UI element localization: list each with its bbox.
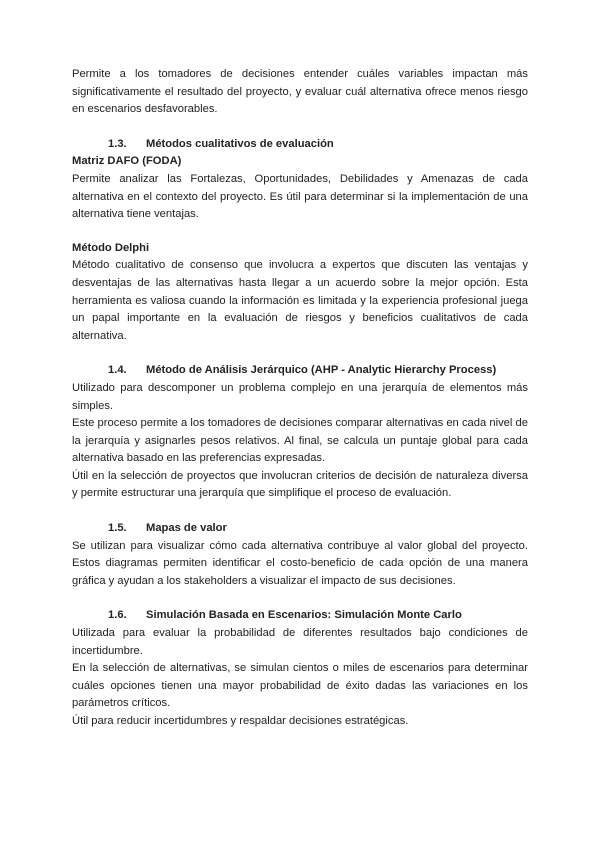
section-number: 1.6. [108, 609, 127, 622]
section-title: Simulación Basada en Escenarios: Simulación Monte Carlo [146, 609, 462, 622]
section-1-3-heading [72, 136, 528, 154]
section-1-5-heading [72, 520, 528, 538]
section-title: Método de Análisis Jerárquico (AHP - Analytic Hierarchy Process) [146, 364, 497, 377]
section-1-6-heading [72, 607, 528, 625]
ahp-paragraph-3: Útil en la selección de proyectos que involucran criterios de decisión de naturaleza diversa y permite estructurar una jerarquía que simplifique el proceso de evaluación. [72, 469, 528, 500]
section-title: Mapas de valor [146, 522, 227, 535]
monte-carlo-paragraph-1: Utilizada para evaluar la probabilidad de diferentes resultados bajo condiciones de incertidumbre. [72, 627, 528, 657]
section-number: 1.3. [108, 137, 127, 150]
monte-carlo-paragraph-2: En la selección de alternativas, se simulan cientos o miles de escenarios para determinar cuáles opciones tienen una mayor probabilidad de éxito dadas las variaciones en los parámetros críticos. [72, 662, 528, 710]
section-1-4-heading [72, 362, 528, 380]
delphi-paragraph: Método cualitativo de consenso que involucra a expertos que discuten las ventajas y desventajas de las alternativas hasta llegar a un acuerdo sobre la mejor opción. Esta herramienta es valiosa cuando la información es limitada y la experiencia profesional juega un papal importante en la evaluación de riesgos y beneficios cualitativos de cada alternativa. [72, 259, 528, 342]
dafo-title: Matriz DAFO (FODA) [72, 155, 182, 168]
section-title: Métodos cualitativos de evaluación [146, 137, 334, 150]
section-number: 1.4. [108, 364, 127, 377]
section-number: 1.5. [108, 522, 127, 535]
ahp-paragraph-1: Utilizado para descomponer un problema complejo en una jerarquía de elementos más simples. [72, 381, 528, 412]
dafo-paragraph: Permite analizar las Fortalezas, Oportunidades, Debilidades y Amenazas de cada alternativa en el contexto del proyecto. Es útil para determinar si la implementación de una alternativa tiene ventajas. [72, 172, 528, 221]
monte-carlo-paragraph-3: Útil para reducir incertidumbres y respaldar decisiones estratégicas. [72, 715, 409, 727]
delphi-title: Método Delphi [72, 241, 150, 254]
value-maps-paragraph: Se utilizan para visualizar cómo cada alternativa contribuye al valor global del proyecto. Estos diagramas permiten identificar el costo-beneficio de cada opción de una manera gráfica y ayudan a los stakeholders a visualizar el impacto de sus decisiones. [72, 539, 528, 587]
ahp-paragraph-2: Este proceso permite a los tomadores de decisiones comparar alternativas en cada nivel de la jerarquía y asignarles pesos relativos. Al final, se calcula un puntaje global para cada alternativa basado en las preferencias expresadas. [72, 417, 528, 465]
intro-paragraph: Permite a los tomadores de decisiones entender cuáles variables impactan más significativamente el resultado del proyecto, y evaluar cuál alternativa ofrece menos riesgo en escenarios desfavorables. [72, 68, 528, 116]
